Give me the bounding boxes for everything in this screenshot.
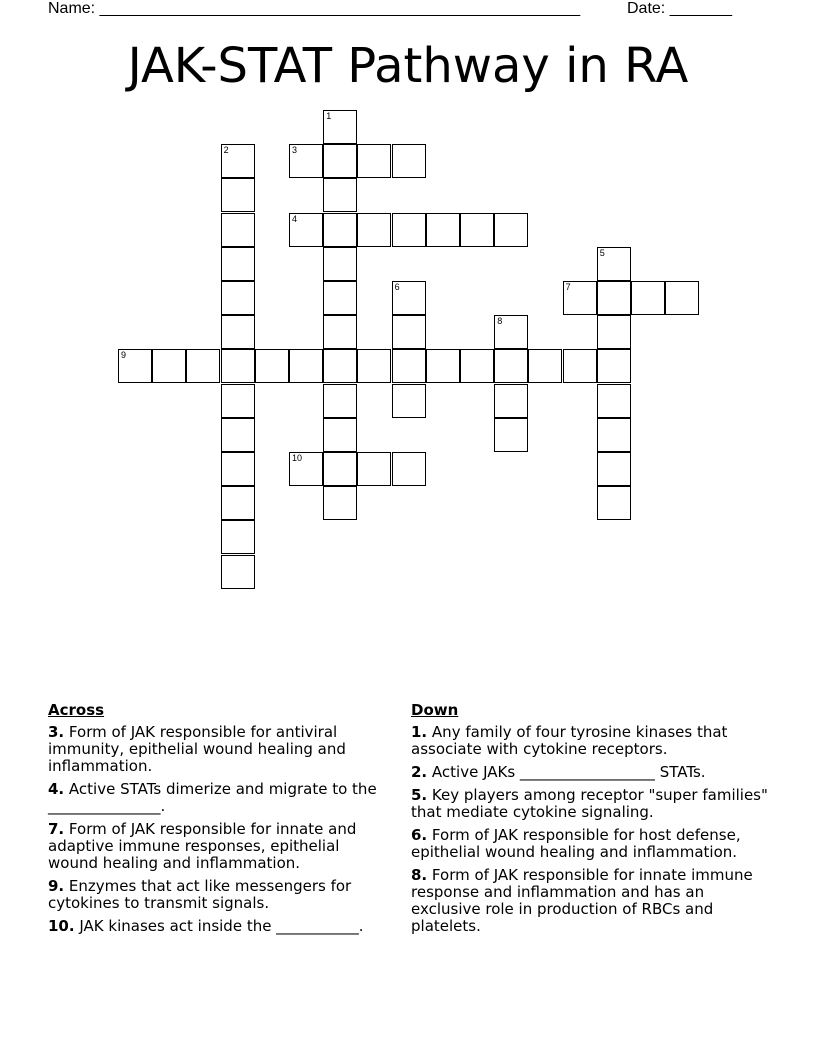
crossword-cell[interactable]	[323, 452, 357, 486]
crossword-cell[interactable]	[494, 349, 528, 383]
crossword-cell[interactable]	[631, 281, 665, 315]
clue-number: 1	[326, 111, 332, 121]
crossword-cell[interactable]	[563, 281, 597, 315]
crossword-cell[interactable]	[494, 213, 528, 247]
crossword-cell[interactable]	[323, 315, 357, 349]
down-clue: 5. Key players among receptor "super families" that mediate cytokine signaling.	[411, 786, 768, 821]
crossword-cell[interactable]	[357, 349, 391, 383]
crossword-cell[interactable]	[392, 452, 426, 486]
crossword-cell[interactable]	[392, 144, 426, 178]
clue-number: 5	[599, 247, 605, 258]
crossword-cell[interactable]	[665, 281, 699, 315]
crossword-cell[interactable]	[323, 110, 357, 144]
crossword-cell[interactable]	[186, 349, 220, 383]
crossword-cell[interactable]	[289, 452, 323, 486]
crossword-cell[interactable]	[392, 281, 426, 315]
crossword-cell[interactable]	[221, 452, 255, 486]
clue-number: 7	[565, 282, 571, 292]
crossword-cell[interactable]	[323, 486, 357, 520]
crossword-cell[interactable]	[221, 384, 255, 418]
crossword-cell[interactable]	[494, 315, 528, 349]
down-clue: 8. Form of JAK responsible for innate immune response and inflammation and has an exclusive role in production of RBCs and platelets.	[411, 866, 753, 935]
crossword-cell[interactable]	[392, 213, 426, 247]
page-title: JAK-STAT Pathway in RA	[127, 38, 689, 94]
across-clue: 4. Active STATs dimerize and migrate to the _______________.	[48, 780, 377, 815]
crossword-cell[interactable]	[392, 384, 426, 418]
crossword-cell[interactable]	[289, 349, 323, 383]
down-clue: 6. Form of JAK responsible for host defense, epithelial wound healing and inflammation.	[411, 826, 741, 861]
crossword-cell[interactable]	[221, 555, 255, 589]
crossword-cell[interactable]	[597, 486, 631, 520]
crossword-cell[interactable]	[323, 281, 357, 315]
crossword-cell[interactable]	[460, 213, 494, 247]
crossword-cell[interactable]	[357, 144, 391, 178]
clue-number: 9	[121, 350, 127, 361]
crossword-cell[interactable]	[221, 281, 255, 315]
crossword-cell[interactable]	[323, 247, 357, 281]
crossword-cell[interactable]	[357, 452, 391, 486]
down-clue: 2. Active JAKs __________________ STATs.	[411, 763, 706, 781]
crossword-cell[interactable]	[323, 384, 357, 418]
clue-number: 6	[394, 282, 400, 292]
crossword-cell[interactable]	[221, 144, 255, 178]
crossword-cell[interactable]	[528, 349, 562, 383]
crossword-cell[interactable]	[323, 213, 357, 247]
crossword-cell[interactable]	[221, 315, 255, 349]
crossword-cell[interactable]	[426, 213, 460, 247]
down-clues	[411, 702, 771, 941]
crossword-cell[interactable]	[289, 144, 323, 178]
name-field-label: Name: ______________________________________________________	[48, 0, 581, 17]
crossword-cell[interactable]	[597, 281, 631, 315]
crossword-cell[interactable]	[494, 418, 528, 452]
crossword-cell[interactable]	[323, 349, 357, 383]
crossword-cell[interactable]	[152, 349, 186, 383]
crossword-cell[interactable]	[597, 418, 631, 452]
clue-number: 10	[292, 453, 303, 463]
crossword-cell[interactable]	[255, 349, 289, 383]
crossword-cell[interactable]	[597, 247, 631, 281]
crossword-cell[interactable]	[323, 144, 357, 178]
crossword-cell[interactable]	[221, 418, 255, 452]
crossword-cell[interactable]	[221, 213, 255, 247]
crossword-cell[interactable]	[460, 349, 494, 383]
crossword-cell[interactable]	[494, 384, 528, 418]
down-clue: 1. Any family of four tyrosine kinases that associate with cytokine receptors.	[411, 723, 728, 758]
across-clue: 10. JAK kinases act inside the ___________.	[48, 917, 364, 935]
crossword-cell[interactable]	[221, 247, 255, 281]
crossword-cell[interactable]	[597, 315, 631, 349]
crossword-cell[interactable]	[597, 384, 631, 418]
crossword-cell[interactable]	[597, 349, 631, 383]
across-heading: Across	[48, 701, 105, 719]
crossword-cell[interactable]	[426, 349, 460, 383]
across-clues	[48, 702, 393, 941]
crossword-cell[interactable]	[357, 213, 391, 247]
crossword-cell[interactable]	[221, 520, 255, 554]
clue-number: 8	[497, 316, 503, 327]
clue-number: 4	[292, 213, 298, 224]
crossword-cell[interactable]	[221, 349, 255, 383]
across-clue: 7. Form of JAK responsible for innate and adaptive immune responses, epithelial wound healing and inflammation.	[48, 820, 357, 872]
down-heading: Down	[411, 701, 459, 719]
crossword-cell[interactable]	[323, 178, 357, 212]
clue-number: 3	[292, 145, 298, 156]
crossword-cell[interactable]	[221, 178, 255, 212]
crossword-cell[interactable]	[323, 418, 357, 452]
crossword-cell[interactable]	[597, 452, 631, 486]
date-field-label: Date: _______	[627, 0, 732, 17]
crossword-cell[interactable]	[563, 349, 597, 383]
crossword-cell[interactable]	[221, 486, 255, 520]
crossword-cell[interactable]	[392, 349, 426, 383]
crossword-cell[interactable]	[289, 213, 323, 247]
crossword-cell[interactable]	[118, 349, 152, 383]
across-clue: 9. Enzymes that act like messengers for cytokines to transmit signals.	[48, 877, 352, 912]
clue-number: 2	[223, 145, 229, 156]
crossword-cell[interactable]	[392, 315, 426, 349]
across-clue: 3. Form of JAK responsible for antiviral immunity, epithelial wound healing and inflammation.	[48, 723, 346, 775]
